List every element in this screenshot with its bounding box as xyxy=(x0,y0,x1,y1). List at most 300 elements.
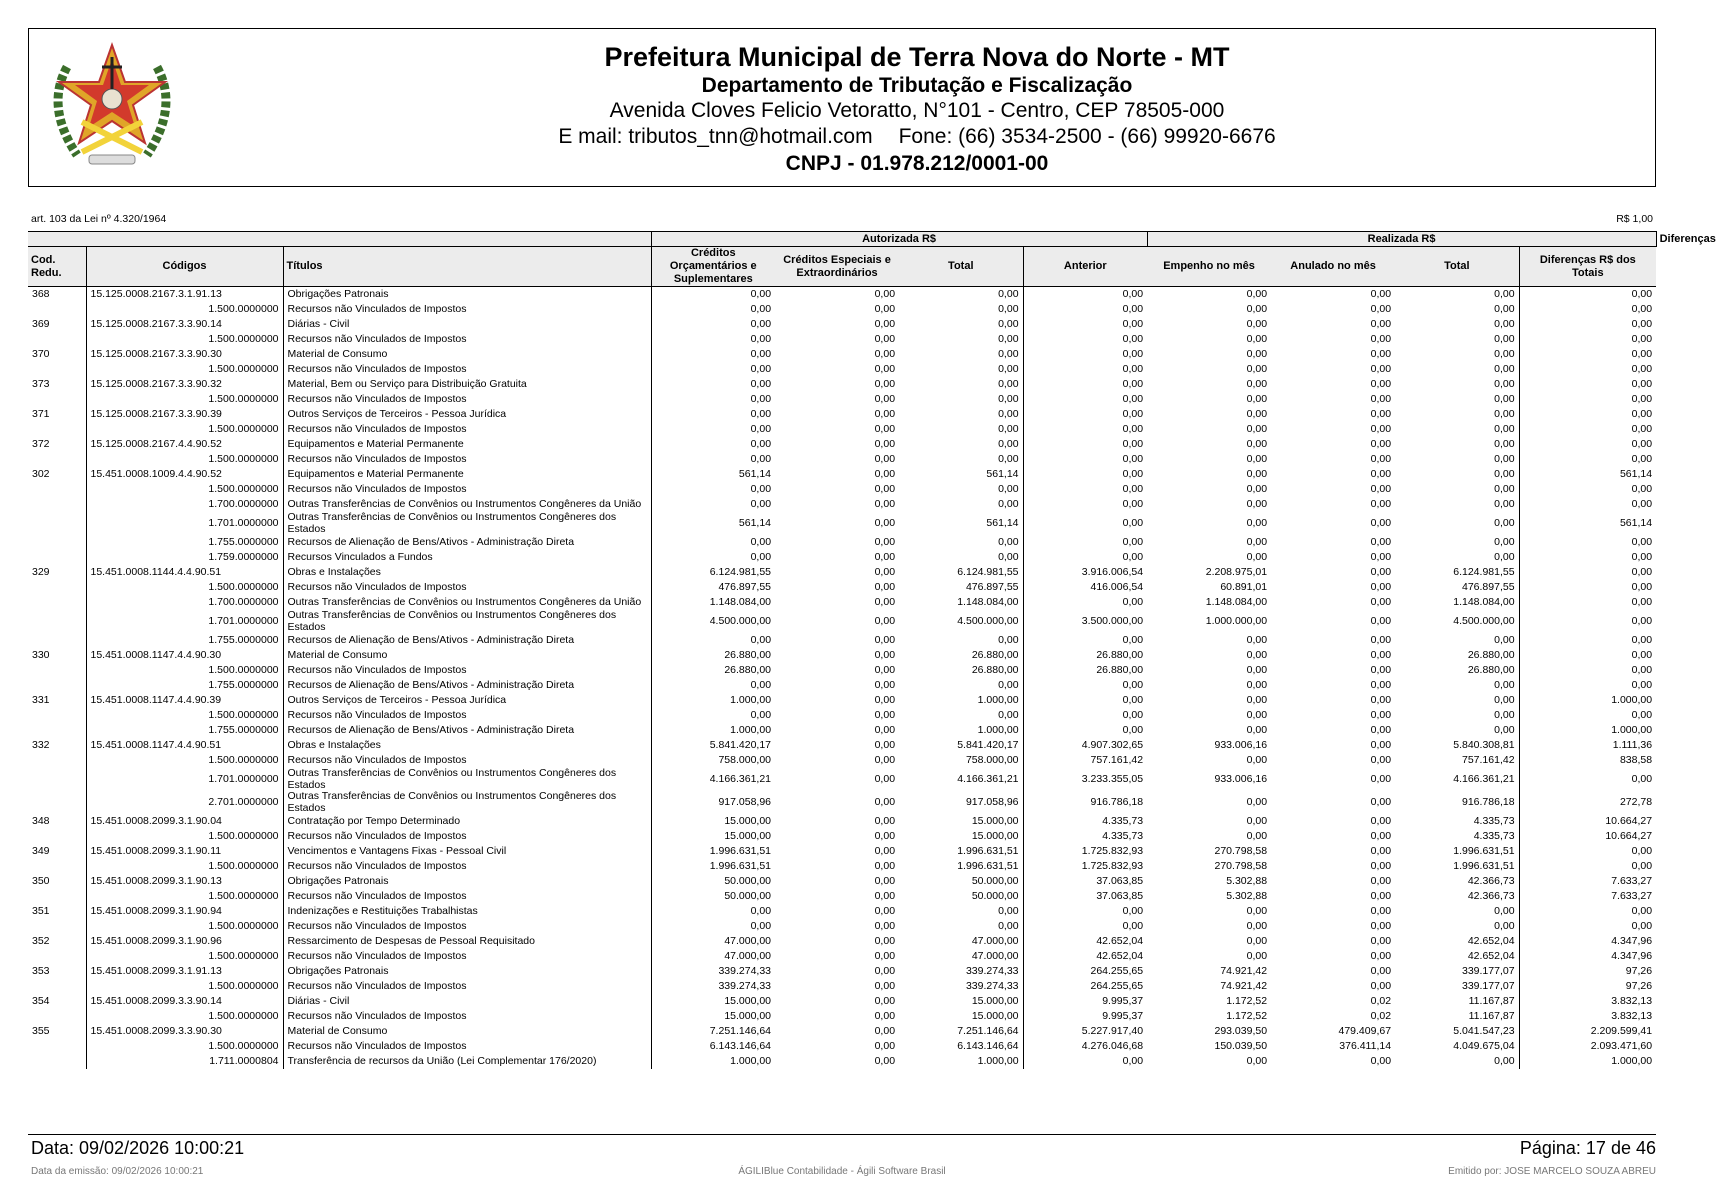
cell-title: Outras Transferências de Convênios ou Instrumentos Congêneres da União xyxy=(283,595,651,610)
cell-cred-orc: 0,00 xyxy=(750,709,772,722)
cell-anulado: 0,00 xyxy=(1370,1055,1392,1068)
cell-code: 1.500.0000000 xyxy=(86,1009,283,1024)
cell-diferenca: 10.664,27 xyxy=(1605,815,1653,828)
col-total-realizada: Total xyxy=(1395,247,1519,287)
cell-total-aut: 0,00 xyxy=(899,332,1023,347)
cell-total-real: 0,00 xyxy=(1395,550,1519,565)
cell-anulado: 0,00 xyxy=(1370,483,1392,496)
cell-diferenca: 4.347,96 xyxy=(1611,950,1653,963)
cell-cred-orc: 0,00 xyxy=(750,303,772,316)
table-row xyxy=(28,994,1656,1009)
cell-total-real: 1.148.084,00 xyxy=(1395,595,1519,610)
cell-title: Recursos de Alienação de Bens/Ativos - Administração Direta xyxy=(283,535,651,550)
emission-date: Data da emissão: 09/02/2026 10:00:21 xyxy=(31,1166,204,1177)
cell-diferenca: 0,00 xyxy=(1631,408,1653,421)
cell-cred-orc: 1.148.084,00 xyxy=(709,596,772,609)
cell-cred-esp: 0,00 xyxy=(874,363,896,376)
cell-cod: 329 xyxy=(28,565,86,580)
cell-cred-esp: 0,00 xyxy=(874,634,896,647)
table-row xyxy=(28,535,1656,550)
cell-total-real: 4.335,73 xyxy=(1395,814,1519,829)
cell-diferenca: 10.664,27 xyxy=(1605,830,1653,843)
cell-total-real: 0,00 xyxy=(1395,678,1519,693)
cell-anulado: 0,00 xyxy=(1370,679,1392,692)
cell-anulado: 0,00 xyxy=(1370,860,1392,873)
cell-diferenca: 4.347,96 xyxy=(1611,935,1653,948)
cell-anulado: 0,02 xyxy=(1370,1010,1392,1023)
table-row xyxy=(28,949,1656,964)
cell-empenho: 0,00 xyxy=(1246,830,1268,843)
table-row xyxy=(28,633,1656,648)
col-creditos-especiais: Créditos Especiais e Extraordinários xyxy=(775,247,899,287)
cell-anulado: 0,00 xyxy=(1370,408,1392,421)
cell-diferenca: 0,00 xyxy=(1631,288,1653,301)
cell-anulado: 0,00 xyxy=(1370,348,1392,361)
cell-code: 1.500.0000000 xyxy=(86,949,283,964)
cell-anterior: 4.335,73 xyxy=(1102,830,1144,843)
cell-total-aut: 6.124.981,55 xyxy=(899,565,1023,580)
cell-title: Recursos não Vinculados de Impostos xyxy=(283,708,651,723)
phone: Fone: (66) 3534-2500 - (66) 99920-6676 xyxy=(898,125,1276,148)
cell-code: 15.451.0008.1147.4.4.90.39 xyxy=(86,693,283,708)
cell-cred-esp: 0,00 xyxy=(874,679,896,692)
table-row xyxy=(28,1054,1656,1069)
cell-title: Transferência de recursos da União (Lei Complementar 176/2020) xyxy=(283,1054,651,1069)
cell-anulado: 0,00 xyxy=(1370,303,1392,316)
cell-cod xyxy=(28,859,86,874)
cell-cred-orc: 1.000,00 xyxy=(730,1055,772,1068)
address: Avenida Cloves Felicio Vetoratto, N°101 - Centro, CEP 78505-000 xyxy=(609,99,1225,122)
cell-cod: 355 xyxy=(28,1024,86,1039)
table-row xyxy=(28,753,1656,768)
cell-cod xyxy=(28,979,86,994)
cell-cred-esp: 0,00 xyxy=(874,288,896,301)
cell-code: 1.711.0000804 xyxy=(86,1054,283,1069)
cell-code: 15.451.0008.1147.4.4.90.51 xyxy=(86,738,283,753)
cell-anterior: 1.725.832,93 xyxy=(1081,845,1144,858)
cell-diferenca: 0,00 xyxy=(1631,536,1653,549)
cell-cred-orc: 47.000,00 xyxy=(724,950,772,963)
cell-cred-orc: 15.000,00 xyxy=(724,815,772,828)
cell-cred-orc: 561,14 xyxy=(738,517,772,530)
table-row xyxy=(28,347,1656,362)
cell-cred-esp: 0,00 xyxy=(874,303,896,316)
currency-unit: R$ 1,00 xyxy=(1616,213,1653,225)
cell-cred-esp: 0,00 xyxy=(874,830,896,843)
cell-empenho: 0,00 xyxy=(1246,935,1268,948)
table-row xyxy=(28,362,1656,377)
cell-cred-esp: 0,00 xyxy=(874,950,896,963)
cell-total-aut: 758.000,00 xyxy=(899,753,1023,768)
cell-total-aut: 0,00 xyxy=(899,317,1023,332)
cell-title: Material de Consumo xyxy=(283,1024,651,1039)
table-row xyxy=(28,482,1656,497)
cell-anterior: 416.006,54 xyxy=(1090,581,1144,594)
cell-diferenca: 3.832,13 xyxy=(1611,995,1653,1008)
cell-total-real: 0,00 xyxy=(1395,693,1519,708)
cell-empenho: 74.921,42 xyxy=(1220,980,1268,993)
cell-anulado: 0,00 xyxy=(1370,875,1392,888)
cell-anulado: 0,00 xyxy=(1370,393,1392,406)
cell-anterior: 3.233.355,05 xyxy=(1081,773,1144,786)
table-row xyxy=(28,595,1656,610)
cell-diferenca: 0,00 xyxy=(1631,363,1653,376)
cell-code: 1.755.0000000 xyxy=(86,535,283,550)
cell-cod xyxy=(28,919,86,934)
cell-empenho: 1.148.084,00 xyxy=(1205,596,1268,609)
cell-empenho: 0,00 xyxy=(1246,754,1268,767)
cell-cod xyxy=(28,452,86,467)
cell-anulado: 0,00 xyxy=(1370,845,1392,858)
cell-cred-orc: 0,00 xyxy=(750,536,772,549)
table-row xyxy=(28,332,1656,347)
cell-code: 1.759.0000000 xyxy=(86,550,283,565)
cell-diferenca: 0,00 xyxy=(1631,393,1653,406)
cell-total-real: 42.366,73 xyxy=(1395,889,1519,904)
cell-total-aut: 47.000,00 xyxy=(899,934,1023,949)
cell-cod xyxy=(28,663,86,678)
cell-anterior: 0,00 xyxy=(1122,408,1144,421)
cell-cred-esp: 0,00 xyxy=(874,920,896,933)
cell-empenho: 0,00 xyxy=(1246,920,1268,933)
cell-total-real: 757.161,42 xyxy=(1395,753,1519,768)
cell-diferenca: 0,00 xyxy=(1631,905,1653,918)
cell-total-real: 6.124.981,55 xyxy=(1395,565,1519,580)
cell-empenho: 1.172,52 xyxy=(1226,1010,1268,1023)
cell-anulado: 0,00 xyxy=(1370,498,1392,511)
cell-cred-esp: 0,00 xyxy=(874,860,896,873)
cell-anulado: 0,00 xyxy=(1370,333,1392,346)
cell-diferenca: 2.093.471,60 xyxy=(1590,1040,1653,1053)
cell-anterior: 757.161,42 xyxy=(1090,754,1144,767)
cell-anterior: 0,00 xyxy=(1122,1055,1144,1068)
cell-diferenca: 0,00 xyxy=(1631,773,1653,786)
cell-anterior: 0,00 xyxy=(1122,517,1144,530)
cell-cod xyxy=(28,708,86,723)
cell-diferenca: 0,00 xyxy=(1631,615,1653,628)
cell-total-real: 42.652,04 xyxy=(1395,934,1519,949)
cell-empenho: 0,00 xyxy=(1246,664,1268,677)
contact-line xyxy=(189,124,1645,150)
cell-anterior: 42.652,04 xyxy=(1096,935,1144,948)
cell-diferenca: 0,00 xyxy=(1631,551,1653,564)
cell-title: Outras Transferências de Convênios ou Instrumentos Congêneres dos Estados xyxy=(283,768,651,791)
cell-cred-orc: 0,00 xyxy=(750,318,772,331)
cell-cred-esp: 0,00 xyxy=(874,1025,896,1038)
cell-cod: 354 xyxy=(28,994,86,1009)
cell-cred-esp: 0,00 xyxy=(874,348,896,361)
cell-title: Recursos Vinculados a Fundos xyxy=(283,550,651,565)
cell-total-aut: 0,00 xyxy=(899,482,1023,497)
cell-anulado: 0,00 xyxy=(1370,453,1392,466)
table-row xyxy=(28,738,1656,753)
table-row xyxy=(28,964,1656,979)
cell-total-real: 42.652,04 xyxy=(1395,949,1519,964)
table-row xyxy=(28,467,1656,482)
cell-anterior: 0,00 xyxy=(1122,468,1144,481)
cell-diferenca: 0,00 xyxy=(1631,679,1653,692)
cell-code: 1.500.0000000 xyxy=(86,1039,283,1054)
cell-code: 1.755.0000000 xyxy=(86,633,283,648)
cell-cod xyxy=(28,362,86,377)
cell-title: Material, Bem ou Serviço para Distribuição Gratuita xyxy=(283,377,651,392)
cell-total-aut: 0,00 xyxy=(899,535,1023,550)
cell-total-aut: 26.880,00 xyxy=(899,648,1023,663)
cell-anulado: 0,00 xyxy=(1370,536,1392,549)
cell-diferenca: 97,26 xyxy=(1625,965,1653,978)
cell-anterior: 1.725.832,93 xyxy=(1081,860,1144,873)
cell-cod xyxy=(28,422,86,437)
cell-cred-esp: 0,00 xyxy=(874,378,896,391)
cell-diferenca: 0,00 xyxy=(1631,920,1653,933)
cell-empenho: 0,00 xyxy=(1246,796,1268,809)
cell-empenho: 0,00 xyxy=(1246,393,1268,406)
cell-empenho: 0,00 xyxy=(1246,483,1268,496)
table-row xyxy=(28,317,1656,332)
cell-code: 1.500.0000000 xyxy=(86,302,283,317)
cell-anulado: 0,00 xyxy=(1370,566,1392,579)
table-row xyxy=(28,407,1656,422)
table-row xyxy=(28,844,1656,859)
cell-cod: 349 xyxy=(28,844,86,859)
cell-cred-esp: 0,00 xyxy=(874,845,896,858)
cell-total-real: 4.166.361,21 xyxy=(1395,768,1519,791)
cell-empenho: 1.172,52 xyxy=(1226,995,1268,1008)
cell-cod xyxy=(28,392,86,407)
cell-empenho: 0,00 xyxy=(1246,536,1268,549)
cell-empenho: 0,00 xyxy=(1246,288,1268,301)
cell-anterior: 0,00 xyxy=(1122,694,1144,707)
cell-anterior: 0,00 xyxy=(1122,318,1144,331)
cell-cred-esp: 0,00 xyxy=(874,581,896,594)
group-header-row: Autorizada R$ Realizada R$ Diferenças xyxy=(28,232,1656,247)
cell-code: 1.500.0000000 xyxy=(86,708,283,723)
cell-cred-esp: 0,00 xyxy=(874,709,896,722)
col-cod: Cod. Redu. xyxy=(28,247,86,287)
column-header-row xyxy=(28,247,1656,287)
cell-title: Recursos não Vinculados de Impostos xyxy=(283,663,651,678)
cell-diferenca: 1.000,00 xyxy=(1611,1055,1653,1068)
cell-code: 1.755.0000000 xyxy=(86,678,283,693)
cell-cred-esp: 0,00 xyxy=(874,773,896,786)
table-row xyxy=(28,377,1656,392)
cell-total-aut: 0,00 xyxy=(899,633,1023,648)
cell-diferenca: 7.633,27 xyxy=(1611,875,1653,888)
cell-anterior: 0,00 xyxy=(1122,453,1144,466)
cell-total-aut: 1.996.631,51 xyxy=(899,844,1023,859)
cell-total-aut: 4.500.000,00 xyxy=(899,610,1023,633)
cell-total-aut: 15.000,00 xyxy=(899,1009,1023,1024)
cell-diferenca: 0,00 xyxy=(1631,566,1653,579)
department-name: Departamento de Tributação e Fiscalização xyxy=(701,74,1133,97)
cell-code: 1.500.0000000 xyxy=(86,452,283,467)
cell-code: 1.500.0000000 xyxy=(86,829,283,844)
cell-anulado: 0,00 xyxy=(1370,363,1392,376)
table-row xyxy=(28,919,1656,934)
cell-code: 15.125.0008.2167.3.1.91.13 xyxy=(86,287,283,303)
cell-cred-orc: 0,00 xyxy=(750,634,772,647)
cell-title: Recursos não Vinculados de Impostos xyxy=(283,859,651,874)
cell-anulado: 0,00 xyxy=(1370,965,1392,978)
cell-anterior: 0,00 xyxy=(1122,393,1144,406)
cell-empenho: 0,00 xyxy=(1246,468,1268,481)
cell-title: Outros Serviços de Terceiros - Pessoa Jurídica xyxy=(283,693,651,708)
cell-cred-orc: 47.000,00 xyxy=(724,935,772,948)
cell-anterior: 42.652,04 xyxy=(1096,950,1144,963)
cell-cred-esp: 0,00 xyxy=(874,468,896,481)
cell-code: 1.500.0000000 xyxy=(86,753,283,768)
cell-anterior: 26.880,00 xyxy=(1096,664,1144,677)
cell-cred-esp: 0,00 xyxy=(874,517,896,530)
cell-cred-esp: 0,00 xyxy=(874,1055,896,1068)
cell-cred-orc: 26.880,00 xyxy=(724,664,772,677)
cell-empenho: 0,00 xyxy=(1246,905,1268,918)
cell-total-real: 0,00 xyxy=(1395,392,1519,407)
cell-code: 1.700.0000000 xyxy=(86,595,283,610)
cell-diferenca: 0,00 xyxy=(1631,634,1653,647)
cell-anulado: 0,00 xyxy=(1370,581,1392,594)
cell-cred-esp: 0,00 xyxy=(874,333,896,346)
cell-total-aut: 4.166.361,21 xyxy=(899,768,1023,791)
table-row xyxy=(28,768,1656,791)
cell-total-aut: 15.000,00 xyxy=(899,994,1023,1009)
col-creditos-orcamentarios: Créditos Orçamentários e Suplementares xyxy=(651,247,775,287)
cell-total-aut: 1.996.631,51 xyxy=(899,859,1023,874)
cell-total-real: 0,00 xyxy=(1395,723,1519,738)
cell-anulado: 0,00 xyxy=(1370,649,1392,662)
cell-cred-esp: 0,00 xyxy=(874,965,896,978)
cell-anulado: 0,00 xyxy=(1370,378,1392,391)
cell-cred-esp: 0,00 xyxy=(874,664,896,677)
cell-cred-esp: 0,00 xyxy=(874,551,896,564)
cell-title: Ressarcimento de Despesas de Pessoal Requisitado xyxy=(283,934,651,949)
cell-cred-orc: 0,00 xyxy=(750,905,772,918)
cell-cred-orc: 4.500.000,00 xyxy=(709,615,772,628)
cell-empenho: 5.302,88 xyxy=(1226,875,1268,888)
cell-empenho: 0,00 xyxy=(1246,694,1268,707)
cell-anterior: 0,00 xyxy=(1122,378,1144,391)
cell-cod xyxy=(28,1039,86,1054)
email: E mail: tributos_tnn@hotmail.com xyxy=(558,125,873,148)
table-row xyxy=(28,1039,1656,1054)
cell-empenho: 0,00 xyxy=(1246,709,1268,722)
cell-anterior: 0,00 xyxy=(1122,348,1144,361)
cell-total-aut: 0,00 xyxy=(899,287,1023,303)
cell-title: Material de Consumo xyxy=(283,648,651,663)
cell-total-real: 0,00 xyxy=(1395,302,1519,317)
cell-cred-esp: 0,00 xyxy=(874,724,896,737)
cell-cred-orc: 6.143.146,64 xyxy=(709,1040,772,1053)
cell-anulado: 0,00 xyxy=(1370,288,1392,301)
cell-cod xyxy=(28,550,86,565)
cell-cod: 352 xyxy=(28,934,86,949)
cell-total-aut: 0,00 xyxy=(899,407,1023,422)
cell-empenho: 933.006,16 xyxy=(1214,739,1268,752)
cell-title: Recursos não Vinculados de Impostos xyxy=(283,422,651,437)
table-row xyxy=(28,392,1656,407)
cell-code: 15.451.0008.2099.3.3.90.30 xyxy=(86,1024,283,1039)
cell-cred-orc: 0,00 xyxy=(750,453,772,466)
table-row xyxy=(28,814,1656,829)
cell-anulado: 0,00 xyxy=(1370,980,1392,993)
cell-total-real: 0,00 xyxy=(1395,422,1519,437)
cell-diferenca: 0,00 xyxy=(1631,438,1653,451)
cell-anulado: 0,00 xyxy=(1370,517,1392,530)
group-autorizada: Autorizada R$ xyxy=(651,232,1147,247)
cell-cod: 330 xyxy=(28,648,86,663)
cell-cod: 369 xyxy=(28,317,86,332)
cell-anterior: 0,00 xyxy=(1122,498,1144,511)
cell-cod: 370 xyxy=(28,347,86,362)
cell-total-aut: 0,00 xyxy=(899,377,1023,392)
cell-total-real: 0,00 xyxy=(1395,377,1519,392)
table-row xyxy=(28,874,1656,889)
cell-empenho: 2.208.975,01 xyxy=(1205,566,1268,579)
cell-anulado: 0,00 xyxy=(1370,754,1392,767)
cell-cred-esp: 0,00 xyxy=(874,980,896,993)
cell-cod xyxy=(28,829,86,844)
cell-empenho: 0,00 xyxy=(1246,333,1268,346)
footer-divider xyxy=(28,1134,1656,1135)
cell-total-real: 0,00 xyxy=(1395,317,1519,332)
cell-total-real: 0,00 xyxy=(1395,535,1519,550)
cell-cred-esp: 0,00 xyxy=(874,935,896,948)
cell-cod xyxy=(28,332,86,347)
cell-total-real: 0,00 xyxy=(1395,332,1519,347)
cell-anulado: 0,00 xyxy=(1370,423,1392,436)
cell-empenho: 0,00 xyxy=(1246,408,1268,421)
cell-anterior: 3.916.006,54 xyxy=(1081,566,1144,579)
col-anulado: Anulado no mês xyxy=(1271,247,1395,287)
cell-diferenca: 0,00 xyxy=(1631,453,1653,466)
cell-diferenca: 3.832,13 xyxy=(1611,1010,1653,1023)
group-realizada: Realizada R$ xyxy=(1147,232,1656,247)
cell-anulado: 0,00 xyxy=(1370,905,1392,918)
municipal-coat-of-arms-icon xyxy=(37,37,187,177)
cell-cod xyxy=(28,1009,86,1024)
cell-total-real: 0,00 xyxy=(1395,452,1519,467)
cell-cod: 368 xyxy=(28,287,86,303)
table-row xyxy=(28,693,1656,708)
cell-total-aut: 0,00 xyxy=(899,437,1023,452)
cell-code: 1.700.0000000 xyxy=(86,497,283,512)
cell-total-real: 5.041.547,23 xyxy=(1395,1024,1519,1039)
cell-anterior: 4.907.302,65 xyxy=(1081,739,1144,752)
cell-total-aut: 15.000,00 xyxy=(899,829,1023,844)
cell-cred-orc: 26.880,00 xyxy=(724,649,772,662)
cell-title: Recursos não Vinculados de Impostos xyxy=(283,362,651,377)
cell-total-real: 0,00 xyxy=(1395,512,1519,535)
cell-cod: 371 xyxy=(28,407,86,422)
cnpj: CNPJ - 01.978.212/0001-00 xyxy=(785,152,1049,175)
cell-anulado: 0,00 xyxy=(1370,724,1392,737)
cell-anterior: 0,00 xyxy=(1122,536,1144,549)
cell-title: Obras e Instalações xyxy=(283,738,651,753)
cell-empenho: 0,00 xyxy=(1246,1055,1268,1068)
cell-cred-orc: 0,00 xyxy=(750,363,772,376)
cell-cred-esp: 0,00 xyxy=(874,1040,896,1053)
cell-total-real: 476.897,55 xyxy=(1395,580,1519,595)
cell-empenho: 0,00 xyxy=(1246,318,1268,331)
cell-cred-orc: 1.000,00 xyxy=(730,724,772,737)
table-row xyxy=(28,452,1656,467)
cell-anterior: 0,00 xyxy=(1122,333,1144,346)
cell-total-aut: 1.000,00 xyxy=(899,693,1023,708)
cell-cred-esp: 0,00 xyxy=(874,905,896,918)
cell-anterior: 4.335,73 xyxy=(1102,815,1144,828)
cell-anterior: 0,00 xyxy=(1122,423,1144,436)
cell-cred-orc: 0,00 xyxy=(750,393,772,406)
